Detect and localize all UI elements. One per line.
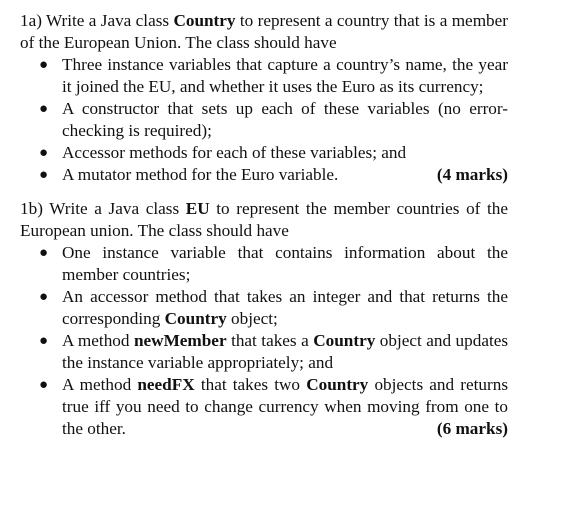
list-item: ● An accessor method that takes an integer and that returns the corresponding Country object; bbox=[39, 287, 508, 328]
bullet-icon: ● bbox=[39, 101, 49, 117]
bullet-icon: ● bbox=[39, 167, 49, 183]
question-1b-intro: 1b) Write a Java class EU to represent the member countries of the European union. The class should have bbox=[20, 199, 509, 240]
list-item: ● A constructor that sets up each of these variables (no error-checking is required); bbox=[39, 99, 508, 140]
bullet-icon: ● bbox=[39, 333, 49, 349]
question-label: 1b) bbox=[20, 199, 43, 218]
exam-question-page bbox=[20, 10, 508, 440]
question-1a bbox=[20, 10, 508, 186]
bullet-icon: ● bbox=[39, 57, 49, 73]
bullet-icon: ● bbox=[39, 245, 49, 261]
method-name: needFX bbox=[137, 375, 195, 394]
question-1a-intro: 1a) Write a Java class Country to represent a country that is a member of the European Union. The class should have bbox=[20, 11, 509, 52]
requirements-list bbox=[20, 242, 508, 440]
class-name: Country bbox=[173, 11, 236, 30]
marks-label: (4 marks) bbox=[436, 165, 508, 184]
bullet-icon: ● bbox=[39, 377, 49, 393]
question-label: 1a) bbox=[20, 11, 42, 30]
list-item: ● One instance variable that contains information about the member countries; bbox=[39, 243, 508, 284]
list-item: ● Accessor methods for each of these variables; and bbox=[39, 143, 407, 162]
marks-label: (6 marks) bbox=[436, 419, 508, 438]
question-1b bbox=[20, 198, 508, 440]
list-item: ● A mutator method for the Euro variable. (4 marks) bbox=[39, 165, 508, 184]
list-item: ● Three instance variables that capture a country’s name, the year it joined the EU, and whether it uses the Euro as its currency; bbox=[39, 55, 508, 96]
bullet-icon: ● bbox=[39, 145, 49, 161]
list-item: ● A method newMember that takes a Country object and updates the instance variable appropriately; and bbox=[39, 331, 509, 372]
list-item: ● A method needFX that takes two Country objects and returns true iff you need to change currency when moving from one to the other. (6 marks) bbox=[39, 375, 509, 438]
requirements-list bbox=[20, 54, 508, 186]
bullet-icon: ● bbox=[39, 289, 49, 305]
method-name: newMember bbox=[133, 331, 227, 350]
class-name: EU bbox=[185, 199, 210, 218]
